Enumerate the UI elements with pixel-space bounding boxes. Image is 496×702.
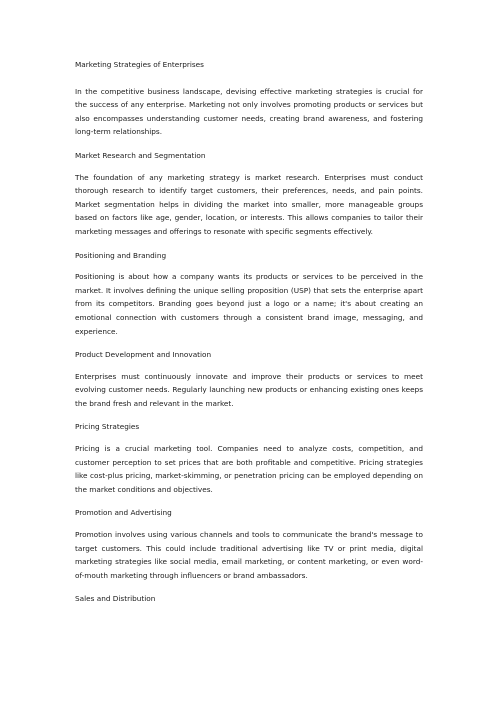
document-title: Marketing Strategies of Enterprises: [75, 60, 204, 69]
section-heading-pricing: Pricing Strategies: [75, 422, 140, 432]
section-body-promotion: Promotion involves using various channels and tools to communicate the brand's message to target customers. This could include traditional advertising like TV or print media, digital marketing strategies like social media, email marketing, or content marketing, or even word-of-mouth marketing through influencers or brand ambassadors.: [75, 530, 423, 580]
section-heading-sales-distribution: Sales and Distribution: [75, 594, 156, 604]
intro-paragraph: In the competitive business landscape, devising effective marketing strategies is crucial for the success of any enterprise. Marketing not only involves promoting products or services but also encompasses understanding customer needs, creating brand awareness, and fostering long-term relationships.: [75, 86, 423, 137]
document-content: [75, 58, 423, 606]
section-heading-market-research: Market Research and Segmentation: [75, 150, 206, 160]
section-body-pricing: Pricing is a crucial marketing tool. Companies need to analyze costs, competition, and customer perception to set prices that are both profitable and competitive. Pricing strategies like cost-plus pricing, market-skimming, or penetration pricing can be employed depending on the market conditions and objectives.: [75, 444, 423, 494]
section-heading-positioning: Positioning and Branding: [75, 250, 167, 260]
section-heading-promotion: Promotion and Advertising: [75, 508, 172, 518]
section-heading-product-development: Product Development and Innovation: [75, 350, 212, 360]
section-body-market-research: The foundation of any marketing strategy is market research. Enterprises must conduct thorough research to identify target customers, their preferences, needs, and pain points. Market segmentation helps in dividing the market into smaller, more manageable groups based on factors like age, gender, location, or interests. This allows companies to tailor their marketing messages and offerings to resonate with specific segments effectively.: [75, 172, 423, 236]
section-body-positioning: Positioning is about how a company wants its products or services to be perceived in the market. It involves defining the unique selling proposition (USP) that sets the enterprise apart from its competitors. Branding goes beyond just a logo or a name; it's about creating an emotional connection with customers through a consistent brand image, messaging, and experience.: [75, 272, 423, 336]
section-body-product-development: Enterprises must continuously innovate and improve their products or services to meet evolving customer needs. Regularly launching new products or enhancing existing ones keeps the brand fresh and relevant in the market.: [75, 371, 423, 408]
